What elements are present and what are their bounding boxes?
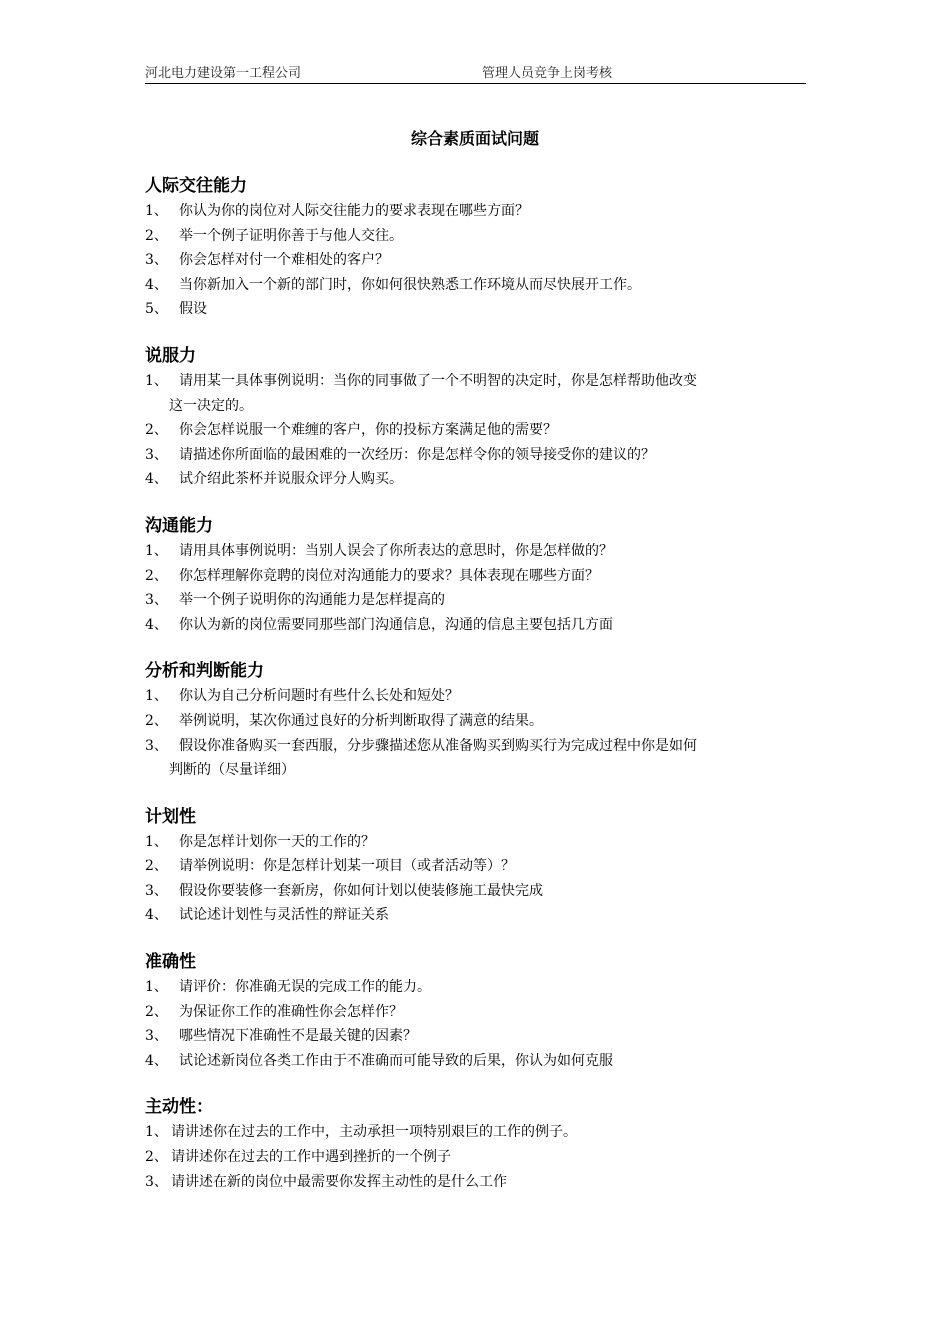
question-number: 4、 (145, 1052, 168, 1069)
question-item (145, 564, 810, 589)
question-text: 请用某一具体事例说明：当你的同事做了一个不明智的决定时，你是怎样帮助他改变 (179, 372, 697, 389)
question-text: 你怎样理解你竞聘的岗位对沟通能力的要求？具体表现在哪些方面？ (179, 567, 599, 584)
section-title: 准确性 (145, 952, 196, 973)
question-text: 请评价：你准确无误的完成工作的能力。 (179, 979, 431, 996)
question-item (145, 297, 810, 322)
question-text: 试论述计划性与灵活性的辩证关系 (179, 907, 389, 924)
question-item (145, 684, 810, 709)
section (145, 514, 810, 637)
question-number: 3、 (145, 446, 168, 463)
section (145, 805, 810, 928)
question-item (145, 224, 810, 249)
question-item (145, 539, 810, 564)
question-number: 1、 (145, 979, 168, 996)
question-number: 1、 (145, 688, 168, 705)
question-text-continued: 判断的（尽量详细） (169, 762, 295, 779)
question-item (145, 709, 810, 734)
question-item (145, 418, 810, 443)
question-text: 请讲述在新的岗位中最需要你发挥主动性的是什么工作 (171, 1173, 507, 1190)
question-item (145, 613, 810, 638)
section (145, 659, 810, 782)
question-text: 为保证你工作的准确性你会怎样作？ (179, 1003, 403, 1020)
question-item (145, 1120, 810, 1145)
question-number: 5、 (145, 301, 168, 318)
section-title: 沟通能力 (145, 515, 213, 536)
page-header (145, 66, 806, 84)
question-list (145, 174, 810, 1216)
question-item (145, 854, 810, 879)
question-item (145, 975, 810, 1000)
header-company: 河北电力建设第一工程公司 (145, 66, 302, 81)
question-text-continued: 这一决定的。 (169, 397, 253, 414)
question-text: 请描述你所面临的最困难的一次经历：你是怎样令你的领导接受你的建议的？ (179, 446, 655, 463)
question-text: 当你新加入一个新的部门时，你如何很快熟悉工作环境从而尽快展开工作。 (179, 276, 641, 293)
question-number: 4、 (145, 907, 168, 924)
question-number: 1、 (145, 542, 168, 559)
section-title: 说服力 (145, 345, 196, 366)
question-item (145, 1170, 810, 1195)
question-item (145, 734, 810, 783)
section (145, 344, 810, 492)
question-text: 举一个例子证明你善于与他人交往。 (179, 227, 403, 244)
question-text: 哪些情况下准确性不是最关键的因素？ (179, 1028, 417, 1045)
question-item (145, 1145, 810, 1170)
question-number: 3、 (145, 1173, 168, 1190)
section-title: 计划性 (145, 806, 196, 827)
question-text: 请举例说明：你是怎样计划某一项目（或者活动等）？ (179, 858, 515, 875)
question-text: 你会怎样说服一个难缠的客户，你的投标方案满足他的需要？ (179, 422, 557, 439)
question-number: 4、 (145, 276, 168, 293)
section-title: 分析和判断能力 (145, 661, 264, 682)
question-number: 3、 (145, 1028, 168, 1045)
question-number: 4、 (145, 616, 168, 633)
question-item (145, 248, 810, 273)
question-text: 你会怎样对付一个难相处的客户？ (179, 252, 389, 269)
question-text: 请讲述你在过去的工作中遇到挫折的一个例子 (171, 1149, 451, 1166)
question-item (145, 369, 810, 418)
question-number: 2、 (145, 1149, 168, 1166)
question-item (145, 879, 810, 904)
question-text: 试介绍此茶杯并说服众评分人购买。 (179, 471, 403, 488)
question-number: 3、 (145, 882, 168, 899)
question-number: 3、 (145, 592, 168, 609)
question-text: 你认为你的岗位对人际交往能力的要求表现在哪些方面？ (179, 203, 529, 219)
section-title: 人际交往能力 (145, 176, 247, 196)
question-number: 3、 (145, 252, 168, 269)
question-number: 2、 (145, 858, 168, 875)
question-item (145, 443, 810, 468)
section-title: 主动性： (145, 1097, 213, 1118)
question-text: 请用具体事例说明：当别人误会了你所表达的意思时，你是怎样做的？ (179, 542, 613, 559)
question-item (145, 1000, 810, 1025)
question-text: 假设你要装修一套新房，你如何计划以使装修施工最快完成 (179, 882, 543, 899)
question-number: 2、 (145, 422, 168, 439)
question-text: 假设你准备购买一套西服，分步骤描述您从准备购买到购买行为完成过程中你是如何 (179, 737, 697, 754)
question-text: 你是怎样计划你一天的工作的？ (179, 833, 375, 850)
question-text: 你认为自己分析问题时有些什么长处和短处？ (179, 688, 459, 705)
question-number: 3、 (145, 737, 168, 754)
question-number: 2、 (145, 712, 168, 729)
section (145, 950, 810, 1073)
question-item (145, 588, 810, 613)
question-number: 2、 (145, 1003, 168, 1020)
question-number: 1、 (145, 833, 168, 850)
question-number: 2、 (145, 227, 168, 244)
question-item (145, 199, 810, 224)
question-item (145, 467, 810, 492)
question-number: 1、 (145, 203, 168, 219)
question-number: 2、 (145, 567, 168, 584)
question-number: 1、 (145, 372, 168, 389)
section (145, 174, 810, 322)
question-text: 举一个例子说明你的沟通能力是怎样提高的 (179, 592, 445, 609)
section (145, 1095, 810, 1194)
question-item (145, 1049, 810, 1074)
header-subject: 管理人员竞争上岗考核 (482, 66, 613, 81)
document-title: 综合素质面试问题 (410, 129, 539, 148)
question-text: 试论述新岗位各类工作由于不准确而可能导致的后果，你认为如何克服 (179, 1052, 613, 1069)
question-number: 4、 (145, 471, 168, 488)
question-text: 假设 (179, 301, 207, 318)
question-text: 请讲述你在过去的工作中，主动承担一项特别艰巨的工作的例子。 (171, 1124, 577, 1141)
question-item (145, 273, 810, 298)
question-item (145, 903, 810, 928)
question-item (145, 1024, 810, 1049)
question-text: 举例说明，某次你通过良好的分析判断取得了满意的结果。 (179, 712, 543, 729)
question-item (145, 830, 810, 855)
question-text: 你认为新的岗位需要同那些部门沟通信息，沟通的信息主要包括几方面 (179, 616, 613, 633)
question-number: 1、 (145, 1124, 168, 1141)
